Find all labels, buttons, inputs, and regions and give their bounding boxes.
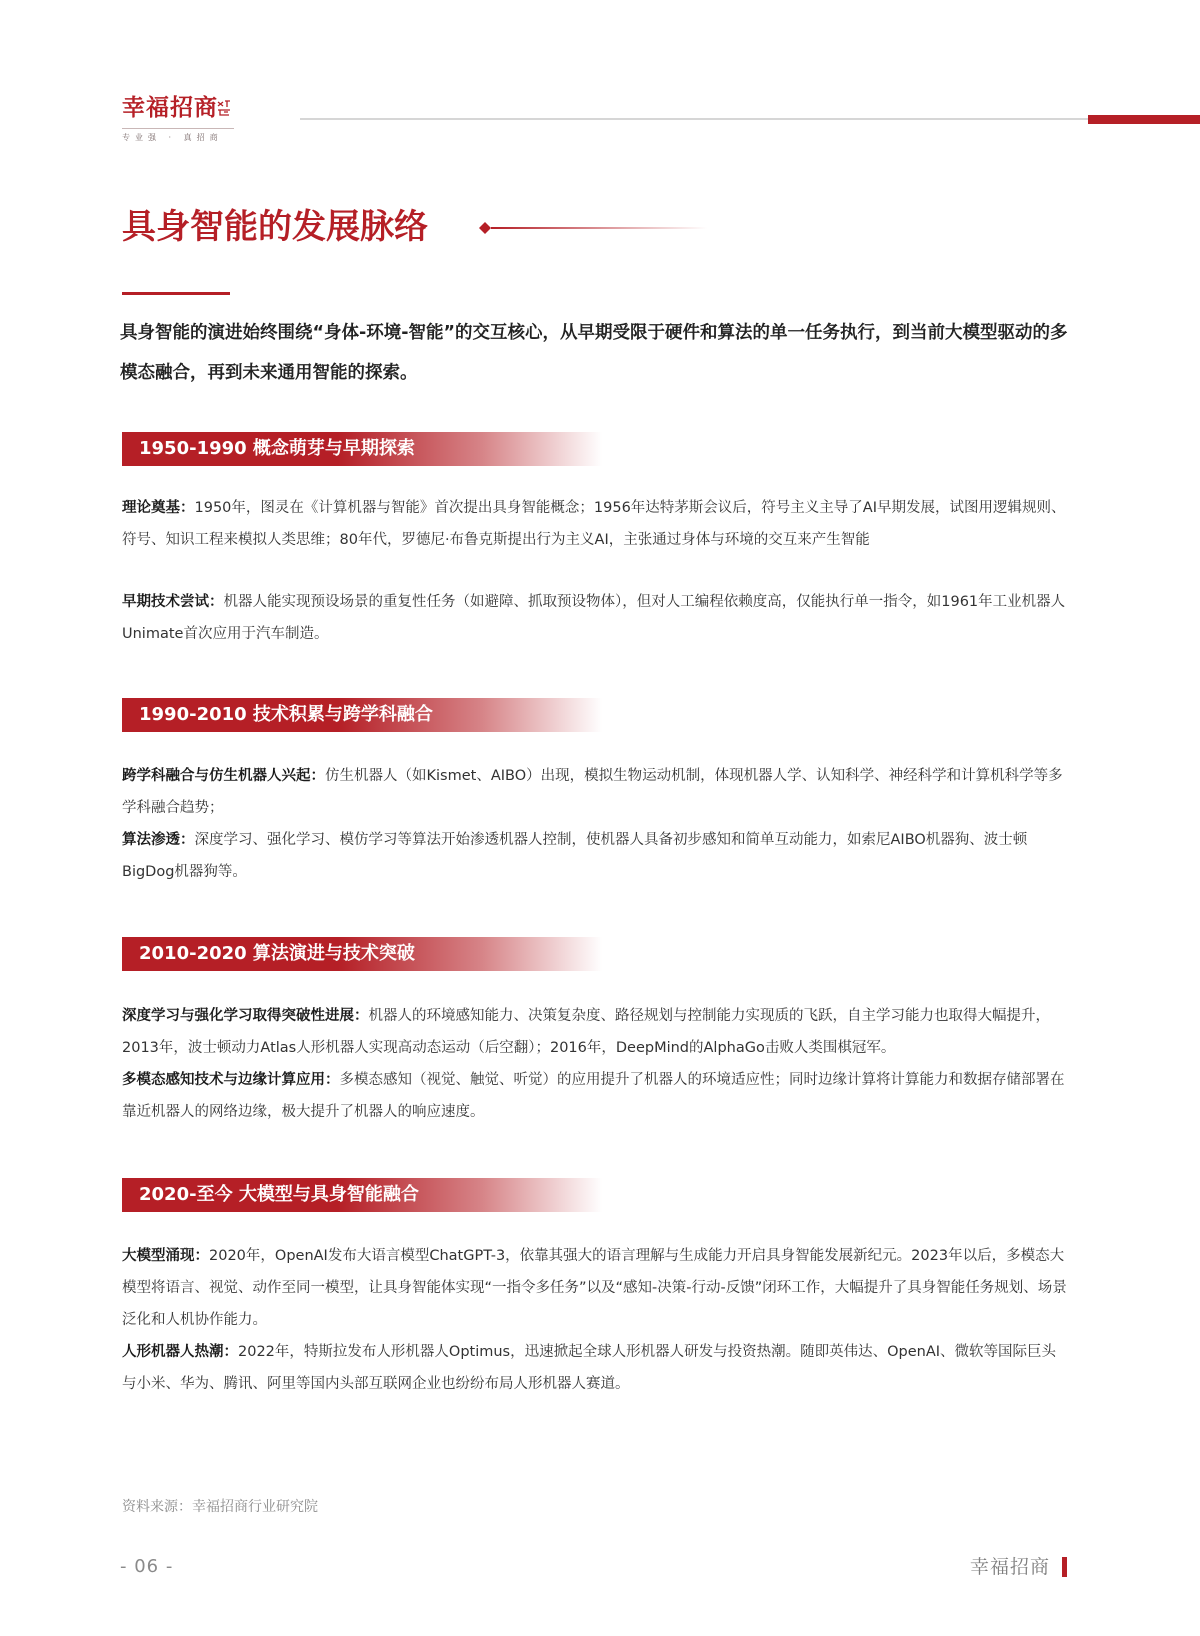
logo-text: 幸福招商 xyxy=(122,95,218,121)
paragraph xyxy=(122,1336,1070,1400)
paragraph-text: 2020年，OpenAI发布大语言模型ChatGPT-3，依靠其强大的语言理解与生成能力开启具身智能发展新纪元。2023年以后，多模态大模型将语言、视觉、动作至同一模型，让具身智能体实现“一指令多任务”以及“感知-决策-行动-反馈”闭环工作，大幅提升了具身智能任务规划、场景泛化和人机协作能力。 xyxy=(122,1248,1067,1328)
section-heading-1990 xyxy=(122,698,602,732)
page-title: 具身智能的发展脉络 xyxy=(122,207,428,247)
logo-mark-icon xyxy=(217,100,231,116)
diamond-arrow-icon xyxy=(477,220,707,236)
section-heading-text: 1990-2010 技术积累与跨学科融合 xyxy=(139,704,433,725)
paragraph xyxy=(122,1000,1070,1064)
intro-paragraph: 具身智能的演进始终围绕“身体-环境-智能”的交互核心，从早期受限于硬件和算法的单一任务执行，到当前大模型驱动的多模态融合，再到未来通用智能的探索。 xyxy=(120,323,1068,383)
paragraph xyxy=(122,824,1070,888)
header-line xyxy=(300,118,1088,120)
footer-brand: 幸福招商 xyxy=(970,1556,1051,1578)
paragraph xyxy=(122,586,1070,650)
paragraph xyxy=(122,1240,1070,1336)
logo-tagline: 专业强 · 真招商 xyxy=(122,133,223,142)
section-heading-text: 1950-1990 概念萌芽与早期探索 xyxy=(139,438,415,459)
section-heading-2020 xyxy=(122,1178,602,1212)
paragraph-label: 人形机器人热潮： xyxy=(122,1344,238,1360)
paragraph-label: 深度学习与强化学习取得突破性进展： xyxy=(122,1008,369,1024)
footer-accent-bar xyxy=(1062,1557,1067,1577)
section-heading-1950 xyxy=(122,432,602,466)
section-heading-text: 2010-2020 算法演进与技术突破 xyxy=(139,943,415,964)
paragraph xyxy=(122,1064,1070,1128)
paragraph-text: 多模态感知（视觉、触觉、听觉）的应用提升了机器人的环境适应性；同时边缘计算将计算能力和数据存储部署在靠近机器人的网络边缘，极大提升了机器人的响应速度。 xyxy=(122,1072,1065,1120)
paragraph xyxy=(122,492,1070,556)
paragraph-label: 算法渗透： xyxy=(122,832,195,848)
title-underline xyxy=(122,292,230,295)
section-heading-text: 2020-至今 大模型与具身智能融合 xyxy=(139,1184,419,1205)
paragraph-text: 2022年，特斯拉发布人形机器人Optimus，迅速掀起全球人形机器人研发与投资热潮。随即英伟达、OpenAI、微软等国际巨头与小米、华为、腾讯、阿里等国内头部互联网企业也纷纷布局人形机器人赛道。 xyxy=(122,1344,1057,1392)
section-heading-2010 xyxy=(122,937,602,971)
paragraph-text: 机器人能实现预设场景的重复性任务（如避障、抓取预设物体），但对人工编程依赖度高，仅能执行单一指令，如1961年工业机器人Unimate首次应用于汽车制造。 xyxy=(122,594,1066,642)
paragraph-text: 深度学习、强化学习、模仿学习等算法开始渗透机器人控制，使机器人具备初步感知和简单互动能力，如索尼AIBO机器狗、波士顿BigDog机器狗等。 xyxy=(122,832,1028,880)
paragraph-label: 大模型涌现： xyxy=(122,1248,209,1264)
paragraph-label: 理论奠基： xyxy=(122,500,195,516)
page-number: - 06 - xyxy=(120,1556,174,1577)
paragraph-text: 1950年，图灵在《计算机器与智能》首次提出具身智能概念；1956年达特茅斯会议后，符号主义主导了AI早期发展，试图用逻辑规则、符号、知识工程来模拟人类思维；80年代，罗德尼·布鲁克斯提出行为主义AI，主张通过身体与环境的交互来产生智能 xyxy=(122,500,1066,548)
paragraph-label: 跨学科融合与仿生机器人兴起： xyxy=(122,768,325,784)
paragraph-text: 机器人的环境感知能力、决策复杂度、路径规划与控制能力实现质的飞跃，自主学习能力也取得大幅提升，2013年，波士顿动力Atlas人形机器人实现高动态运动（后空翻）；2016年，DeepMind的AlphaGo击败人类围棋冠军。 xyxy=(122,1008,1050,1056)
paragraph xyxy=(122,760,1070,824)
paragraph-text: 仿生机器人（如Kismet、AIBO）出现，模拟生物运动机制，体现机器人学、认知科学、神经科学和计算机科学等多学科融合趋势； xyxy=(122,768,1063,816)
header-accent-bar xyxy=(1088,115,1200,124)
logo-divider xyxy=(122,128,234,129)
paragraph-label: 多模态感知技术与边缘计算应用： xyxy=(122,1072,340,1088)
source-note: 资料来源：幸福招商行业研究院 xyxy=(122,1499,318,1515)
paragraph-label: 早期技术尝试： xyxy=(122,594,224,610)
